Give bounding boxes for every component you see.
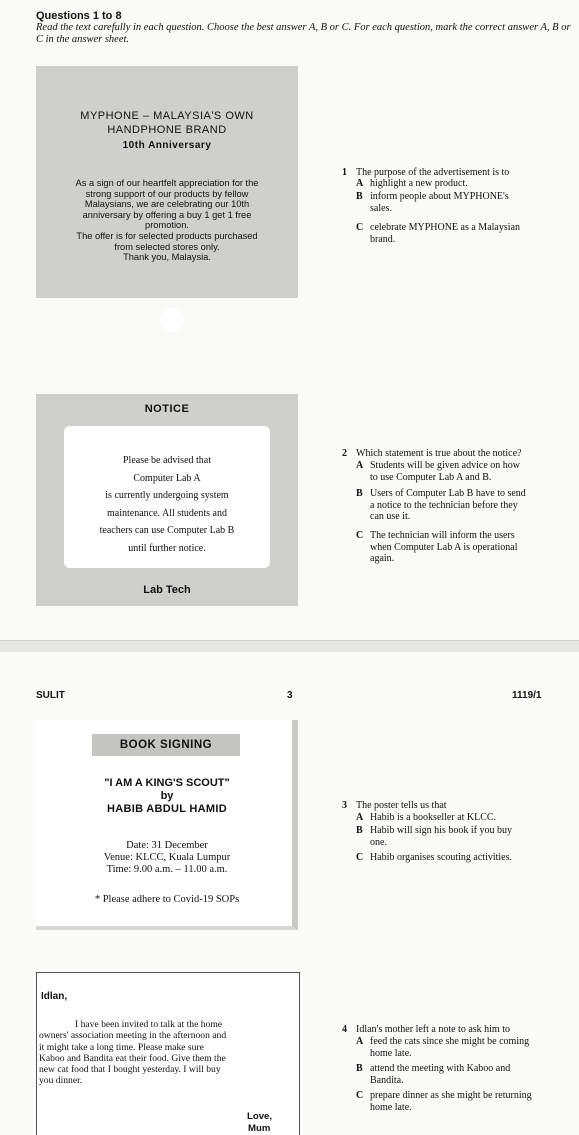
note-sender: Mum	[248, 1123, 271, 1134]
ad-subtitle: 10th Anniversary	[122, 140, 212, 151]
option-text: can use it.	[370, 511, 411, 522]
poster-by: by	[160, 790, 174, 802]
question-stem: The purpose of the advertisement is to	[356, 167, 510, 178]
option-text: sales.	[370, 202, 392, 214]
header-right: 1119/1	[512, 690, 542, 701]
question-4	[342, 1024, 574, 1124]
option-letter: C	[356, 222, 364, 233]
question-stem: Idlan's mother left a note to ask him to	[356, 1024, 510, 1035]
option-text: highlight a new product.	[370, 178, 468, 189]
option-text: a notice to the technician before they	[370, 499, 518, 511]
instructions: Read the text carefully in each question. Choose the best answer A, B or C. For each question, mark the correct answer A, B or C in the answer sheet.	[36, 22, 571, 45]
note-line: new cat food that I bought yesterday. I will buy	[39, 1064, 221, 1076]
ad-body-line: As a sign of our heartfelt appreciation for the	[75, 178, 259, 188]
option-text: home late.	[370, 1101, 412, 1113]
ad-body-line: Malaysians, we are celebrating our 10th	[84, 199, 250, 210]
book-title: "I AM A KING'S SCOUT"	[104, 777, 230, 789]
option-text: again.	[370, 553, 395, 564]
option-letter: B	[356, 191, 363, 202]
note-line: Kaboo and Bandita eat their food. Give them the	[39, 1052, 226, 1064]
poster-author: HABIB ABDUL HAMID	[107, 803, 227, 815]
question-number: 1	[342, 167, 347, 178]
option-text: one.	[370, 836, 387, 848]
option-letter: A	[356, 1036, 364, 1047]
question-number: 4	[342, 1024, 347, 1035]
ad-title-line2: HANDPHONE BRAND	[107, 124, 227, 136]
notice-line: Please be advised that	[122, 455, 212, 466]
notice-line: Computer Lab A	[133, 472, 201, 484]
question-1	[342, 167, 574, 257]
notice-line: maintenance. All students and	[107, 507, 227, 519]
option-text: feed the cats since she might be coming	[370, 1036, 530, 1047]
notice-line: teachers can use Computer Lab B	[99, 525, 235, 536]
option-text: Students will be given advice on how	[370, 460, 520, 471]
poster	[36, 720, 298, 930]
advertisement-box	[36, 66, 298, 298]
poster-title	[92, 734, 240, 756]
question-stem: The poster tells us that	[356, 800, 447, 811]
notice-box	[36, 394, 298, 606]
questions-heading: Questions 1 to 8	[36, 10, 122, 22]
option-text: brand.	[370, 233, 396, 245]
note-line: you dinner.	[39, 1075, 83, 1087]
option-text: celebrate MYPHONE as a Malaysian	[370, 222, 520, 233]
page-2	[0, 652, 579, 1135]
note-closing: Love,	[247, 1111, 273, 1122]
notice-line: is currently undergoing system	[105, 490, 229, 501]
note-salutation: Idlan,	[41, 991, 68, 1002]
note-line: I have been invited to talk at the home	[75, 1019, 223, 1030]
option-text: Bandita.	[370, 1074, 404, 1086]
question-number: 3	[342, 800, 347, 811]
notice-line: until further notice.	[128, 542, 206, 554]
option-letter: B	[356, 825, 363, 836]
note-line: it might take a long time. Please make sure	[39, 1041, 204, 1053]
page-divider	[0, 640, 579, 652]
option-text: inform people about MYPHONE's	[370, 191, 509, 202]
note-body	[39, 1019, 297, 1087]
notice-body	[36, 452, 298, 557]
question-number: 2	[342, 448, 347, 459]
question-3	[342, 800, 574, 870]
option-text: to use Computer Lab A and B.	[370, 471, 492, 483]
option-text: home late.	[370, 1047, 412, 1059]
ad-body-line: promotion.	[145, 220, 189, 231]
question-2	[342, 448, 574, 578]
ad-body-line: strong support of our products by fellow	[85, 188, 249, 199]
ad-body-line: from selected stores only.	[114, 241, 220, 252]
ad-body-line: anniversary by offering a buy 1 get 1 free	[82, 209, 252, 220]
poster-venue: Venue: KLCC, Kuala Lumpur	[103, 852, 231, 863]
option-letter: A	[356, 178, 364, 189]
poster-note: * Please adhere to Covid-19 SOPs	[94, 894, 240, 905]
option-text: prepare dinner as she might be returning	[370, 1090, 532, 1101]
option-letter: C	[356, 1090, 364, 1101]
poster-date: Date: 31 December	[126, 840, 208, 851]
decorative-dot	[160, 308, 184, 332]
option-text: Habib will sign his book if you buy	[370, 825, 512, 836]
option-letter: B	[356, 1063, 363, 1074]
option-letter: C	[356, 530, 364, 541]
notice-signature: Lab Tech	[143, 584, 191, 596]
option-text: when Computer Lab A is operational	[370, 541, 518, 553]
mum-note	[36, 972, 300, 1135]
header-page-number: 3	[287, 690, 293, 701]
notice-title: NOTICE	[144, 403, 190, 415]
option-letter: A	[356, 460, 364, 471]
ad-body	[36, 178, 298, 263]
question-stem: Which statement is true about the notice?	[356, 448, 522, 459]
option-letter: A	[356, 812, 364, 823]
option-text: Habib is a bookseller at KLCC.	[370, 812, 497, 823]
option-text: Users of Computer Lab B have to send	[370, 488, 526, 499]
option-letter: B	[356, 488, 363, 499]
note-line: owners' association meeting in the afternoon and	[39, 1030, 227, 1042]
option-letter: C	[356, 852, 364, 863]
ad-title-line1: MYPHONE – MALAYSIA'S OWN	[80, 110, 254, 122]
ad-body-line: The offer is for selected products purchased	[76, 230, 258, 241]
option-text: Habib organises scouting activities.	[370, 852, 513, 863]
header-left: SULIT	[36, 690, 65, 701]
option-text: The technician will inform the users	[370, 530, 515, 541]
poster-title-text: BOOK SIGNING	[119, 739, 213, 751]
ad-body-line: Thank you, Malaysia.	[123, 252, 211, 263]
option-text: attend the meeting with Kaboo and	[370, 1063, 511, 1074]
poster-time: Time: 9.00 a.m. – 11.00 a.m.	[106, 864, 228, 875]
